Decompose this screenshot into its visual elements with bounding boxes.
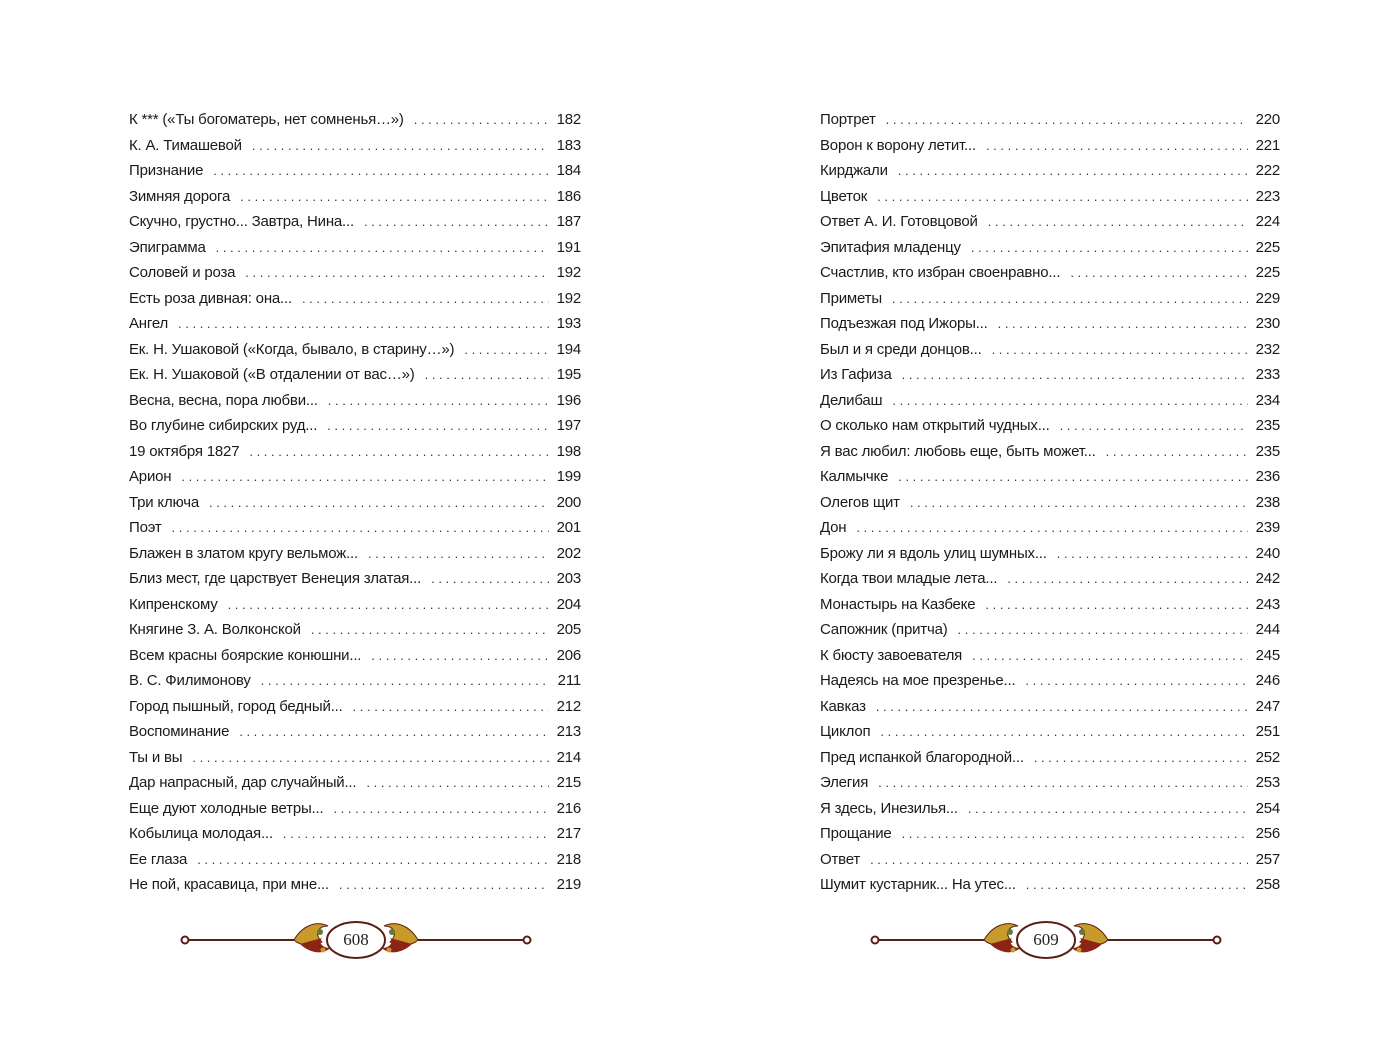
toc-entry <box>820 745 1280 771</box>
toc-entry-page: 194 <box>556 340 581 358</box>
toc-entry-page: 257 <box>1255 850 1280 868</box>
toc-entry-title: Подъезжая под Ижоры... <box>820 315 988 332</box>
toc-entry <box>820 668 1280 694</box>
dot-leader <box>892 286 1248 312</box>
toc-entry-title: Воспоминание <box>129 723 230 740</box>
toc-entry-page: 223 <box>1255 187 1280 205</box>
toc-entry-title: Когда твои младые лета... <box>820 570 998 587</box>
toc-entry-title: Кирджали <box>820 162 888 179</box>
dot-leader <box>353 694 549 720</box>
dot-leader <box>464 337 549 363</box>
toc-entry <box>129 566 581 592</box>
dot-leader <box>902 362 1248 388</box>
toc-entry-page: 232 <box>1255 340 1280 358</box>
dot-leader <box>327 413 549 439</box>
toc-entry <box>129 439 581 465</box>
toc-entry-title: Кобылица молодая... <box>129 825 273 842</box>
toc-entry <box>820 719 1280 745</box>
toc-entry <box>820 464 1280 490</box>
toc-entry-page: 192 <box>556 264 581 281</box>
dot-leader <box>366 770 549 796</box>
toc-entry <box>820 133 1280 159</box>
dot-leader <box>986 133 1248 159</box>
toc-entry <box>129 107 581 133</box>
dot-leader <box>992 337 1248 363</box>
toc-entry-page: 211 <box>557 672 581 689</box>
toc-entry <box>129 209 581 235</box>
folio-ornament-left <box>176 912 536 968</box>
toc-entry <box>820 413 1280 439</box>
dot-leader <box>431 566 549 592</box>
toc-entry-title: Монастырь на Казбеке <box>820 595 976 613</box>
toc-entry-title: Калмычке <box>820 468 889 485</box>
toc-entry <box>129 617 581 643</box>
toc-entry-page: 191 <box>556 238 581 256</box>
toc-entry-title: Дар напрасный, дар случайный... <box>129 774 357 791</box>
toc-entry-page: 243 <box>1255 595 1280 613</box>
dot-leader <box>414 107 549 133</box>
toc-entry-title: Пред испанкой благородной... <box>820 748 1024 766</box>
dot-leader <box>368 541 549 567</box>
toc-entry-title: Ответ <box>820 850 861 868</box>
dot-leader <box>249 439 549 465</box>
dot-leader <box>1070 260 1248 286</box>
toc-entry-title: Три ключа <box>129 493 199 511</box>
toc-entry-page: 253 <box>1255 774 1280 791</box>
toc-entry-title: Я вас любил: любовь еще, быть может... <box>820 442 1096 460</box>
toc-entry <box>129 337 581 363</box>
dot-leader <box>877 184 1248 210</box>
dot-leader <box>988 209 1248 235</box>
dot-leader <box>1060 413 1248 439</box>
toc-entry <box>129 821 581 847</box>
toc-entry <box>129 235 581 261</box>
toc-entry <box>129 286 581 312</box>
page-number-left: 608 <box>343 930 369 949</box>
toc-entry <box>820 107 1280 133</box>
dot-leader <box>213 158 549 184</box>
dot-leader <box>958 617 1248 643</box>
toc-entry-page: 204 <box>556 595 581 613</box>
toc-entry-page: 225 <box>1255 238 1280 256</box>
toc-entry-title: Ее глаза <box>129 850 188 868</box>
dot-leader <box>985 592 1248 618</box>
toc-entry-page: 192 <box>556 289 581 307</box>
toc-entry <box>129 745 581 771</box>
toc-entry-page: 187 <box>556 213 581 230</box>
toc-entry-page: 219 <box>556 876 581 893</box>
dot-leader <box>283 821 549 847</box>
toc-entry <box>129 592 581 618</box>
toc-entry-page: 214 <box>556 748 581 766</box>
toc-entry-title: Сапожник (притча) <box>820 621 948 638</box>
dot-leader <box>197 847 549 873</box>
toc-entry <box>129 184 581 210</box>
toc-entry-page: 201 <box>556 519 581 536</box>
toc-entry-title: Кипренскому <box>129 595 218 613</box>
toc-entry-title: Поэт <box>129 519 162 536</box>
dot-leader <box>1007 566 1248 592</box>
toc-entry-title: Город пышный, город бедный... <box>129 697 343 715</box>
dot-leader <box>311 617 549 643</box>
toc-entry-title: Цветок <box>820 187 868 205</box>
toc-entry-title: Делибаш <box>820 391 883 409</box>
dot-leader <box>1026 872 1248 898</box>
toc-list-left <box>129 107 581 898</box>
toc-entry-page: 183 <box>556 136 581 154</box>
toc-entry-title: Брожу ли я вдоль улиц шумных... <box>820 544 1047 562</box>
toc-entry-title: Еще дуют холодные ветры... <box>129 799 324 817</box>
folio-ornament-right <box>866 912 1226 968</box>
toc-entry <box>820 770 1280 796</box>
dot-leader <box>972 643 1248 669</box>
toc-entry-title: Признание <box>129 162 204 179</box>
dot-leader <box>876 694 1248 720</box>
dot-leader <box>1057 541 1248 567</box>
dot-leader <box>216 235 549 261</box>
toc-list-right <box>820 107 1280 898</box>
toc-entry <box>820 872 1280 898</box>
toc-entry-page: 182 <box>556 111 581 128</box>
toc-entry-page: 213 <box>556 723 581 740</box>
toc-entry-title: Ты и вы <box>129 748 183 766</box>
dot-leader <box>172 515 549 541</box>
dot-leader <box>181 464 549 490</box>
dot-leader <box>192 745 549 771</box>
toc-entry <box>129 260 581 286</box>
toc-entry-title: В. С. Филимонову <box>129 672 251 689</box>
toc-entry-page: 239 <box>1255 519 1280 536</box>
toc-entry <box>820 337 1280 363</box>
toc-entry-page: 251 <box>1255 723 1280 740</box>
toc-entry-title: Надеясь на мое презренье... <box>820 672 1016 689</box>
toc-entry <box>820 286 1280 312</box>
toc-entry-title: Соловей и роза <box>129 264 236 281</box>
toc-entry-page: 206 <box>556 646 581 664</box>
toc-entry-page: 215 <box>556 774 581 791</box>
toc-entry-page: 238 <box>1255 493 1280 511</box>
toc-entry-page: 199 <box>556 468 581 485</box>
dot-leader <box>364 209 549 235</box>
toc-entry-title: Циклоп <box>820 723 871 740</box>
toc-entry-title: Всем красны боярские конюшни... <box>129 646 362 664</box>
toc-entry <box>820 643 1280 669</box>
toc-entry-title: Прощание <box>820 825 892 842</box>
toc-entry-page: 198 <box>556 442 581 460</box>
toc-entry <box>820 490 1280 516</box>
toc-entry <box>129 388 581 414</box>
toc-entry-title: Во глубине сибирских руд... <box>129 417 318 434</box>
toc-entry-page: 230 <box>1255 315 1280 332</box>
toc-entry <box>129 694 581 720</box>
toc-entry-title: Ангел <box>129 315 169 332</box>
toc-entry-title: О сколько нам открытий чудных... <box>820 417 1050 434</box>
toc-entry-title: Счастлив, кто избран своенравно... <box>820 264 1061 281</box>
toc-entry-page: 202 <box>556 544 581 562</box>
dot-leader <box>328 388 549 414</box>
toc-entry-page: 224 <box>1255 213 1280 230</box>
toc-entry <box>129 847 581 873</box>
dot-leader <box>302 286 549 312</box>
toc-entry-page: 246 <box>1255 672 1280 689</box>
toc-entry-title: Арион <box>129 468 172 485</box>
toc-entry-title: Ворон к ворону летит... <box>820 136 976 154</box>
dot-leader <box>878 770 1248 796</box>
toc-entry-title: Эпитафия младенцу <box>820 238 961 256</box>
dot-leader <box>971 235 1248 261</box>
toc-entry <box>820 235 1280 261</box>
toc-entry-title: Ек. Н. Ушаковой («Когда, бывало, в старину…») <box>129 340 455 358</box>
toc-entry <box>820 311 1280 337</box>
toc-entry <box>129 490 581 516</box>
toc-entry-title: Княгине З. А. Волконской <box>129 621 301 638</box>
toc-entry-page: 195 <box>556 366 581 383</box>
dot-leader <box>240 184 549 210</box>
toc-entry-page: 218 <box>556 850 581 868</box>
toc-entry <box>820 566 1280 592</box>
toc-entry <box>129 643 581 669</box>
toc-entry <box>820 694 1280 720</box>
dot-leader <box>339 872 549 898</box>
toc-entry-title: К бюсту завоевателя <box>820 646 963 664</box>
toc-entry-title: Есть роза дивная: она... <box>129 289 292 307</box>
toc-entry <box>129 413 581 439</box>
toc-entry-page: 186 <box>556 187 581 205</box>
dot-leader <box>898 158 1248 184</box>
toc-entry <box>820 388 1280 414</box>
toc-entry-page: 235 <box>1255 417 1280 434</box>
toc-entry-title: Олегов щит <box>820 493 900 511</box>
dot-leader <box>209 490 549 516</box>
toc-entry <box>129 515 581 541</box>
toc-entry-page: 200 <box>556 493 581 511</box>
toc-entry-page: 193 <box>556 315 581 332</box>
dot-leader <box>239 719 549 745</box>
toc-entry-title: Дон <box>820 519 847 536</box>
toc-entry-page: 236 <box>1255 468 1280 485</box>
toc-entry-title: Ответ А. И. Готовцовой <box>820 213 978 230</box>
dot-leader <box>178 311 549 337</box>
toc-entry-page: 245 <box>1255 646 1280 664</box>
toc-entry <box>820 439 1280 465</box>
toc-entry <box>820 847 1280 873</box>
toc-entry-title: Кавказ <box>820 697 866 715</box>
toc-entry-page: 240 <box>1255 544 1280 562</box>
toc-entry-page: 256 <box>1255 825 1280 842</box>
dot-leader <box>968 796 1248 822</box>
toc-entry <box>129 719 581 745</box>
toc-entry-title: Эпиграмма <box>129 238 206 256</box>
toc-entry-title: Близ мест, где царствует Венеция златая... <box>129 570 422 587</box>
toc-entry-page: 225 <box>1255 264 1280 281</box>
toc-entry-title: Ек. Н. Ушаковой («В отдалении от вас…») <box>129 366 415 383</box>
toc-entry-page: 254 <box>1255 799 1280 817</box>
dot-leader <box>252 133 549 159</box>
dot-leader <box>856 515 1248 541</box>
toc-entry-page: 234 <box>1255 391 1280 409</box>
toc-entry-page: 244 <box>1255 621 1280 638</box>
dot-leader <box>870 847 1248 873</box>
toc-entry <box>129 464 581 490</box>
toc-entry-page: 229 <box>1255 289 1280 307</box>
toc-entry-title: Блажен в златом кругу вельмож... <box>129 544 358 562</box>
toc-entry <box>129 796 581 822</box>
dot-leader <box>333 796 549 822</box>
toc-entry-title: Портрет <box>820 111 876 128</box>
right-page <box>700 0 1400 1061</box>
toc-entry <box>820 184 1280 210</box>
dot-leader <box>892 388 1248 414</box>
toc-entry <box>820 796 1280 822</box>
toc-entry-page: 220 <box>1255 111 1280 128</box>
toc-entry <box>820 541 1280 567</box>
toc-entry <box>129 668 581 694</box>
toc-entry-title: К. А. Тимашевой <box>129 136 242 154</box>
toc-entry-title: Скучно, грустно... Завтра, Нина... <box>129 213 354 230</box>
toc-entry-title: Шумит кустарник... На утес... <box>820 876 1016 893</box>
toc-entry-page: 222 <box>1255 162 1280 179</box>
dot-leader <box>1034 745 1248 771</box>
toc-entry-page: 221 <box>1255 136 1280 154</box>
dot-leader <box>886 107 1248 133</box>
toc-entry-title: Я здесь, Инезилья... <box>820 799 958 817</box>
toc-entry <box>129 133 581 159</box>
toc-entry-page: 233 <box>1255 366 1280 383</box>
toc-entry <box>820 260 1280 286</box>
toc-entry <box>820 362 1280 388</box>
toc-entry <box>820 515 1280 541</box>
toc-entry-page: 242 <box>1255 570 1280 587</box>
toc-entry <box>129 311 581 337</box>
dot-leader <box>425 362 549 388</box>
toc-entry <box>820 158 1280 184</box>
dot-leader <box>261 668 549 694</box>
toc-entry-page: 203 <box>556 570 581 587</box>
toc-entry <box>129 362 581 388</box>
toc-entry-title: Зимняя дорога <box>129 187 231 205</box>
toc-entry-page: 184 <box>556 162 581 179</box>
toc-entry-page: 212 <box>556 697 581 715</box>
toc-entry <box>129 872 581 898</box>
toc-entry-page: 217 <box>556 825 581 842</box>
toc-entry-page: 197 <box>556 417 581 434</box>
toc-entry-title: Из Гафиза <box>820 366 892 383</box>
toc-entry-page: 252 <box>1255 748 1280 766</box>
toc-entry-title: Элегия <box>820 774 869 791</box>
toc-entry-page: 205 <box>556 621 581 638</box>
toc-entry <box>820 821 1280 847</box>
toc-entry <box>820 592 1280 618</box>
dot-leader <box>880 719 1248 745</box>
toc-entry-page: 258 <box>1255 876 1280 893</box>
toc-entry <box>129 158 581 184</box>
toc-entry <box>129 541 581 567</box>
toc-entry-page: 216 <box>556 799 581 817</box>
toc-entry-page: 235 <box>1255 442 1280 460</box>
toc-entry-page: 196 <box>556 391 581 409</box>
toc-entry-title: Был и я среди донцов... <box>820 340 982 358</box>
toc-entry-title: 19 октября 1827 <box>129 442 240 460</box>
toc-entry-page: 247 <box>1255 697 1280 715</box>
dot-leader <box>1106 439 1248 465</box>
toc-entry-title: К *** («Ты богоматерь, нет сомненья…») <box>129 111 404 128</box>
dot-leader <box>910 490 1248 516</box>
dot-leader <box>902 821 1248 847</box>
toc-entry <box>820 617 1280 643</box>
dot-leader <box>245 260 549 286</box>
dot-leader <box>1025 668 1248 694</box>
toc-entry-title: Весна, весна, пора любви... <box>129 391 318 409</box>
dot-leader <box>371 643 549 669</box>
dot-leader <box>228 592 549 618</box>
toc-entry <box>820 209 1280 235</box>
toc-entry <box>129 770 581 796</box>
toc-entry-title: Не пой, красавица, при мне... <box>129 876 329 893</box>
dot-leader <box>898 464 1248 490</box>
toc-entry-title: Приметы <box>820 289 882 307</box>
page-number-right: 609 <box>1033 930 1059 949</box>
dot-leader <box>998 311 1248 337</box>
